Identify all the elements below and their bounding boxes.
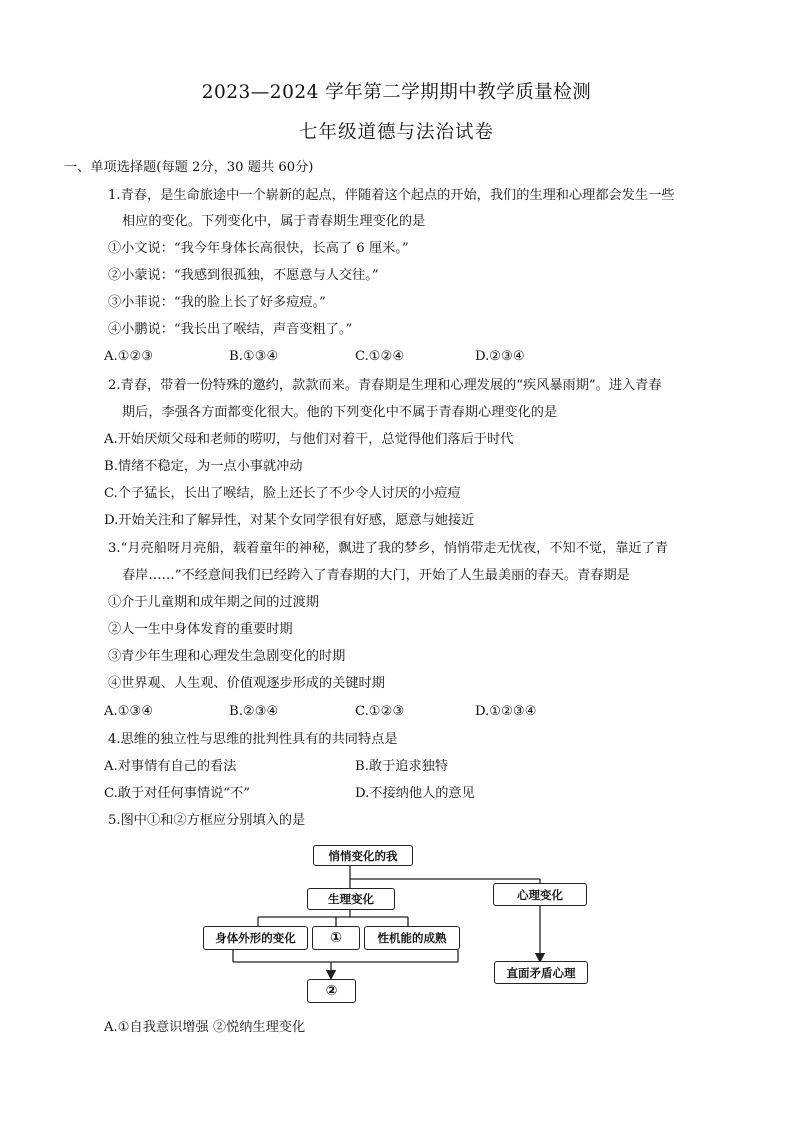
q5-option-a: A.①自我意识增强 ②悦纳生理变化 (104, 1020, 306, 1035)
q4-stem: 4.思维的独立性与思维的批判性具有的共同特点是 (108, 732, 398, 747)
q1-stem-line2: 相应的变化。下列变化中，属于青春期生理变化的是 (122, 214, 426, 229)
diagram-node-blank1: ① (312, 926, 360, 950)
q3-statement-2: ②人一生中身体发育的重要时期 (108, 622, 293, 637)
exam-title: 2023—2024 学年第二学期期中教学质量检测 (201, 82, 592, 103)
q1-statement-4: ④小鹏说：“我长出了喉结，声音变粗了。” (108, 322, 353, 337)
q3-statement-4: ④世界观、人生观、价值观逐步形成的关键时期 (108, 676, 385, 691)
diagram-node-top: 悄悄变化的我 (313, 845, 413, 866)
q4-option-b: B.敢于追求独特 (355, 759, 449, 774)
diagram-node-physical: 生理变化 (307, 888, 395, 910)
q3-stem-line2: 春岸……”不经意间我们已经跨入了青春期的大门，开始了人生最美丽的春天。青春期是 (122, 568, 630, 583)
q1-option-b: B.①③④ (229, 349, 279, 364)
q4-option-d: D.不接纳他人的意见 (355, 786, 475, 801)
q1-stem-line1: 1.青春，是生命旅途中一个崭新的起点，伴随着这个起点的开始，我们的生理和心理都会发生一些 (108, 188, 675, 203)
q1-option-c: C.①②④ (355, 349, 405, 364)
q1-option-a: A.①②③ (104, 349, 154, 364)
q2-stem-line2: 期后，李强各方面都变化很大。他的下列变化中不属于青春期心理变化的是 (122, 405, 558, 420)
q2-option-d: D.开始关注和了解异性，对某个女同学很有好感，愿意与她接近 (104, 513, 475, 528)
diagram-node-sexual: 性机能的成熟 (364, 926, 460, 950)
q2-option-b: B.情绪不稳定，为一点小事就冲动 (104, 459, 303, 474)
q4-option-a: A.对事情有自己的看法 (104, 759, 237, 774)
q3-option-b: B.②③④ (229, 704, 279, 719)
q2-option-c: C.个子猛长，长出了喉结，脸上还长了不少令人讨厌的小痘痘 (104, 486, 461, 501)
q2-stem-line1: 2.青春，带着一份特殊的邀约，款款而来。青春期是生理和心理发展的“疾风暴雨期”。进入青春 (108, 378, 662, 393)
q1-option-d: D.②③④ (475, 349, 525, 364)
q3-stem-line1: 3.“月亮船呀月亮船，载着童年的神秘，飘进了我的梦乡，悄悄带走无忧夜，不知不觉，靠近了青 (108, 541, 669, 556)
q3-option-c: C.①②③ (355, 704, 405, 719)
diagram-node-body-shape: 身体外形的变化 (203, 926, 308, 950)
q4-option-c: C.敢于对任何事情说“不” (104, 786, 250, 801)
q1-statement-3: ③小菲说：“我的脸上长了好多痘痘。” (108, 295, 326, 310)
q5-stem: 5.图中①和②方框应分别填入的是 (108, 813, 306, 828)
q1-statement-2: ②小蒙说：“我感到很孤独，不愿意与人交往。” (108, 268, 379, 283)
section-heading: 一、单项选择题(每题 2分，30 题共 60分) (64, 160, 314, 175)
diagram-node-conflict: 直面矛盾心理 (494, 961, 588, 984)
diagram-node-psych: 心理变化 (493, 883, 587, 906)
exam-subtitle: 七年级道德与法治试卷 (298, 122, 494, 143)
q3-option-d: D.①②③④ (475, 704, 537, 719)
q3-statement-3: ③青少年生理和心理发生急剧变化的时期 (108, 649, 346, 664)
q3-option-a: A.①③④ (104, 704, 154, 719)
q3-statement-1: ①介于儿童期和成年期之间的过渡期 (108, 595, 319, 610)
q1-statement-1: ①小文说：“我今年身体长高很快，长高了 6 厘米。” (108, 241, 409, 256)
q2-option-a: A.开始厌烦父母和老师的唠叨，与他们对着干，总觉得他们落后于时代 (104, 432, 514, 447)
diagram-node-blank2: ② (307, 979, 356, 1003)
